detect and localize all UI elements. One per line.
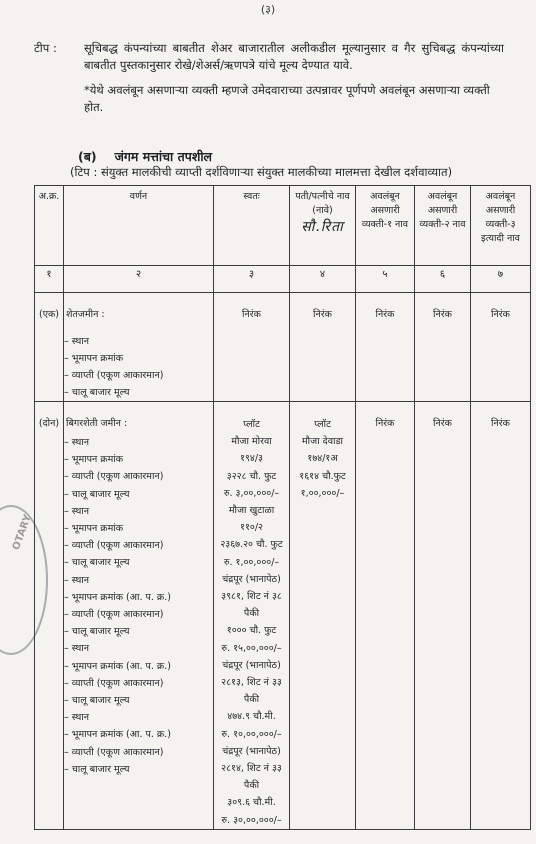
self-detail-line: मौजा मोरवा bbox=[231, 436, 272, 448]
sub-item: – चालू बाजार मूल्य bbox=[64, 695, 130, 707]
section-title: जंगम मत्तांचा तपशील bbox=[114, 149, 213, 164]
row-title: बिगरशेती जमीन : bbox=[66, 418, 128, 429]
header-self: स्वतः bbox=[214, 186, 290, 266]
cell-self bbox=[214, 402, 290, 830]
sub-item: – भूमापन क्रमांक bbox=[64, 523, 124, 535]
self-detail-line: चंद्रपूर (भानापेठ) bbox=[222, 573, 281, 585]
sub-item-list bbox=[64, 333, 213, 401]
row-index: (एक) bbox=[35, 293, 64, 402]
dependent-note: *येथे अवलंबून असणाऱ्या व्यक्ती म्हणजे उमेदवाराच्या उत्पन्नावर पूर्णपणे अवलंबून असणाऱ्या व्यक्ती होत. bbox=[84, 83, 490, 114]
sub-item: – स्थान bbox=[64, 505, 90, 517]
spouse-detail-line: प्लॉट bbox=[314, 419, 331, 430]
stamp-text: OTARY bbox=[10, 513, 34, 552]
header-dependent-3: अवलंबून असणारी व्यक्ती-३ इत्यादी नाव bbox=[471, 186, 531, 266]
note-label: टीप : bbox=[34, 41, 57, 55]
sub-item-list bbox=[64, 434, 213, 778]
sub-item: – व्याप्ती (एकूण आकारमान) bbox=[64, 471, 164, 483]
header-spouse: पती/पत्नीचे नाव (नावे) bbox=[295, 191, 350, 216]
column-number: ५ bbox=[356, 266, 415, 293]
self-detail-line: ३९८१, शिट नं ३८ पैकी bbox=[221, 591, 282, 620]
sub-item: – भूमापन क्रमांक bbox=[64, 353, 124, 364]
row-description bbox=[64, 402, 214, 830]
self-detail-line: चंद्रपूर (भानापेठ) bbox=[222, 659, 281, 671]
table-row bbox=[35, 293, 531, 402]
self-detail-line: चंद्रपूर (भानापेठ) bbox=[222, 745, 281, 757]
self-detail-line: ११०/२ bbox=[240, 522, 263, 534]
header-dependent-1: अवलंबून असणारी व्यक्ती-१ नाव bbox=[356, 186, 415, 266]
cell-dependent-3: निरंक bbox=[471, 402, 531, 830]
cell-self: निरंक bbox=[214, 293, 290, 402]
cell-spouse: निरंक bbox=[290, 293, 356, 402]
self-detail-line: मौजा खुटाळा bbox=[228, 505, 275, 517]
sub-item: – चालू बाजार मूल्य bbox=[64, 488, 130, 500]
sub-item: – व्याप्ती (एकूण आकारमान) bbox=[64, 609, 164, 621]
sub-item: – भूमापन क्रमांक (आ. प. क्र.) bbox=[64, 660, 171, 672]
sub-item: – व्याप्ती (एकूण आकारमान) bbox=[64, 677, 164, 689]
header-sr: अ.क्र. bbox=[35, 186, 64, 266]
note-text: सूचिबद्ध कंपन्यांच्या बाबतीत शेअर बाजारातील अलीकडील मूल्यानुसार व गैर सुचिबद्ध कंपन्यांच्या बाबतीत पुस्तकानुसार रोखे/शेअर्स/ऋणपत्रे यांचे मूल्य देण्यात यावे. bbox=[84, 41, 504, 72]
self-detail-line: रु. ३,००,०००/– bbox=[223, 487, 280, 499]
section-subnote: (टिप : संयुक्त मालकीची व्याप्ती दर्शविणाऱ्या संयुक्त मालकीच्या मालमत्ता देखील दर्शवाव्यात) bbox=[70, 165, 453, 179]
sub-item: – स्थान bbox=[64, 712, 90, 724]
sub-item: – चालू बाजार मूल्य bbox=[64, 763, 130, 775]
column-number: ७ bbox=[471, 266, 531, 293]
self-detail-line: २३६७.२० चौ. फुट bbox=[220, 539, 283, 551]
header-row bbox=[35, 186, 531, 266]
cell-dependent-1: निरंक bbox=[356, 293, 415, 402]
spouse-detail-line: १६१४ चौ.फुट bbox=[299, 470, 346, 482]
sub-item: – भूमापन क्रमांक (आ. प. क्र.) bbox=[64, 591, 171, 603]
self-detail-line: रु. १५,००,०००/– bbox=[221, 642, 282, 654]
header-description: वर्णन bbox=[64, 186, 214, 266]
self-detail-line: ३२२८ चौ. फुट bbox=[226, 470, 277, 482]
cell-dependent-2: निरंक bbox=[415, 402, 471, 830]
cell-spouse bbox=[290, 402, 356, 830]
row-title: शेतजमीन : bbox=[66, 309, 105, 320]
header-spouse-cell bbox=[290, 186, 356, 266]
column-number: १ bbox=[35, 266, 64, 293]
row-description bbox=[64, 293, 214, 402]
note-block bbox=[34, 40, 504, 116]
spouse-detail-line: १७४/१अ bbox=[307, 453, 338, 465]
movable-assets-table bbox=[34, 185, 531, 830]
self-detail-line: १९४/३ bbox=[240, 453, 263, 465]
row-index: (दोन) bbox=[35, 402, 64, 830]
table-row bbox=[35, 402, 531, 830]
sub-item: – चालू बाजार मूल्य bbox=[64, 557, 130, 569]
sub-item: – स्थान bbox=[64, 574, 90, 586]
sub-item: – स्थान bbox=[64, 643, 90, 655]
spouse-detail-line: मौजा देवाडा bbox=[301, 436, 343, 448]
column-number: ६ bbox=[415, 266, 471, 293]
sub-item: – व्याप्ती (एकूण आकारमान) bbox=[64, 540, 164, 552]
self-detail-line: २८१४, शिट नं ३३ पैकी bbox=[221, 763, 282, 792]
sub-item: – भूमापन क्रमांक (आ. प. क्र.) bbox=[64, 729, 171, 741]
section-heading bbox=[78, 148, 212, 165]
column-number: २ bbox=[64, 266, 214, 293]
header-dependent-2: अवलंबून असणारी व्यक्ती-२ नाव bbox=[415, 186, 471, 266]
page-number: (३) bbox=[260, 3, 276, 16]
self-detail-line: प्लॉट bbox=[243, 419, 260, 430]
cell-dependent-3: निरंक bbox=[471, 293, 531, 402]
self-detail-line: ४७४.९ चौ.मी. bbox=[227, 711, 276, 723]
sub-item: – चालू बाजार मूल्य bbox=[64, 387, 130, 398]
spouse-detail-line: १,००,०००/– bbox=[300, 487, 345, 499]
section-label: (ब) bbox=[78, 149, 97, 164]
self-detail-line: ३०९.६ चौ.मी. bbox=[227, 797, 276, 809]
self-detail-line: रु. १,००,०००/– bbox=[223, 556, 280, 568]
spouse-signature: सौ.रिता bbox=[301, 219, 344, 235]
cell-dependent-2: निरंक bbox=[415, 293, 471, 402]
note-row bbox=[34, 40, 504, 74]
sub-item: – चालू बाजार मूल्य bbox=[64, 626, 130, 638]
self-detail-line: रु. ३०,००,०००/– bbox=[221, 814, 282, 826]
sub-item: – व्याप्ती (एकूण आकारमान) bbox=[64, 746, 164, 758]
sub-item: – स्थान bbox=[64, 336, 90, 347]
column-number-row bbox=[35, 266, 531, 293]
self-detail-line: २८१३, शिट नं ३३ पैकी bbox=[221, 677, 282, 706]
self-detail-line: १००० चौ. फुट bbox=[226, 625, 277, 637]
cell-dependent-1: निरंक bbox=[356, 402, 415, 830]
self-detail-line: रु. १०,००,०००/– bbox=[221, 728, 282, 740]
sub-item: – भूमापन क्रमांक bbox=[64, 454, 124, 466]
sub-item: – व्याप्ती (एकूण आकारमान) bbox=[64, 370, 164, 381]
column-number: ३ bbox=[214, 266, 290, 293]
sub-item: – स्थान bbox=[64, 437, 90, 448]
column-number: ४ bbox=[290, 266, 356, 293]
